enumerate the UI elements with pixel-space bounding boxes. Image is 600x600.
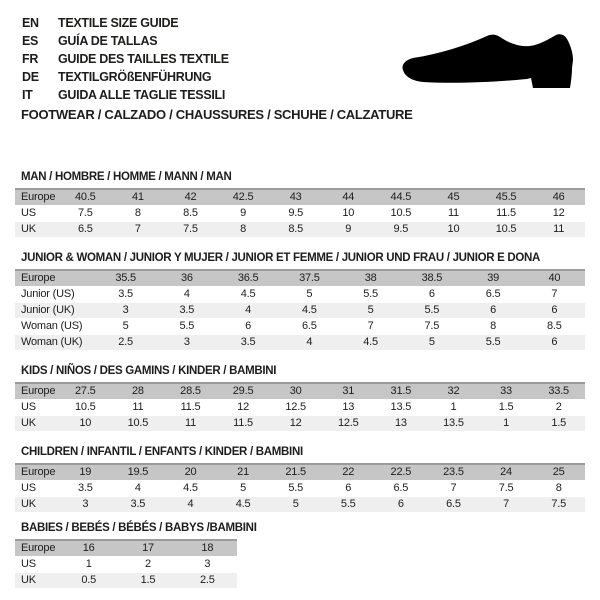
size-cell: 2.5 [178, 572, 237, 588]
size-cell: 5 [95, 318, 156, 334]
language-code: DE [22, 70, 39, 84]
size-cell: 16 [59, 540, 118, 556]
size-cell: 45 [427, 189, 480, 205]
section-title: MAN / HOMBRE / HOMME / MANN / MAN [21, 171, 232, 183]
size-cell: 21 [217, 464, 270, 480]
language-row [22, 68, 229, 86]
size-cell: 1 [59, 556, 118, 572]
size-table [15, 269, 585, 350]
size-cell: 7 [427, 480, 480, 496]
size-cell: 4 [218, 302, 279, 318]
row-label: Europe [15, 383, 59, 399]
size-cell: 39 [463, 270, 524, 286]
size-cell: 10.5 [375, 205, 428, 221]
size-cell: 0.5 [59, 572, 118, 588]
size-cell: 17 [118, 540, 177, 556]
size-cell: 7 [112, 221, 165, 237]
size-cell: 4 [279, 334, 340, 350]
table-header-row [15, 270, 585, 286]
size-cell: 40 [524, 270, 585, 286]
size-table-section [15, 365, 585, 431]
language-row [22, 50, 229, 68]
table-row [15, 415, 585, 431]
size-cell: 3.5 [156, 302, 217, 318]
size-cell: 6 [463, 302, 524, 318]
size-cell: 3.5 [59, 480, 112, 496]
size-cell: 7.5 [401, 318, 462, 334]
size-cell: 44.5 [375, 189, 428, 205]
size-table-section [15, 171, 585, 237]
row-label: US [15, 205, 59, 221]
size-cell: 5.5 [269, 480, 322, 496]
size-cell: 21.5 [269, 464, 322, 480]
size-cell: 43 [269, 189, 322, 205]
size-table-section [15, 446, 585, 512]
table-body [15, 189, 585, 237]
size-cell: 11 [532, 221, 585, 237]
size-cell: 1.5 [532, 415, 585, 431]
size-cell: 25 [532, 464, 585, 480]
size-cell: 11.5 [480, 205, 533, 221]
size-cell: 2 [532, 399, 585, 415]
size-cell: 31.5 [375, 383, 428, 399]
size-cell: 8.5 [524, 318, 585, 334]
dress-shoe-silhouette [402, 34, 573, 88]
size-cell: 10 [322, 205, 375, 221]
row-label: US [15, 399, 59, 415]
language-row [22, 14, 229, 32]
size-cell: 22 [322, 464, 375, 480]
row-label: Woman (US) [15, 318, 95, 334]
table-row [15, 302, 585, 318]
table-header-row [15, 464, 585, 480]
size-cell: 11 [427, 205, 480, 221]
size-cell: 9.5 [269, 205, 322, 221]
size-cell: 6.5 [59, 221, 112, 237]
size-cell: 44 [322, 189, 375, 205]
row-label: Europe [15, 464, 59, 480]
size-cell: 33 [480, 383, 533, 399]
size-cell: 13.5 [427, 415, 480, 431]
size-cell: 10 [427, 221, 480, 237]
size-cell: 8.5 [164, 205, 217, 221]
size-cell: 5 [279, 286, 340, 302]
size-cell: 6 [401, 286, 462, 302]
size-cell: 13 [375, 415, 428, 431]
size-cell: 4.5 [340, 334, 401, 350]
table-row [15, 334, 585, 350]
size-cell: 13 [322, 399, 375, 415]
size-cell: 5 [269, 496, 322, 512]
size-cell: 3 [156, 334, 217, 350]
size-cell: 37.5 [279, 270, 340, 286]
category-title: FOOTWEAR / CALZADO / CHAUSSURES / SCHUHE / CALZATURE [21, 107, 413, 122]
size-cell: 9 [322, 221, 375, 237]
size-cell: 6 [524, 334, 585, 350]
size-cell: 11 [112, 399, 165, 415]
table-row [15, 480, 585, 496]
size-cell: 5.5 [322, 496, 375, 512]
size-cell: 13.5 [375, 399, 428, 415]
section-title: BABIES / BEBÉS / BÉBÉS / BABYS /BAMBINI [21, 522, 257, 534]
row-label: US [15, 556, 59, 572]
size-cell: 11.5 [217, 415, 270, 431]
row-label: Europe [15, 540, 59, 556]
row-label: UK [15, 415, 59, 431]
size-cell: 12.5 [322, 415, 375, 431]
table-row [15, 496, 585, 512]
size-cell: 6 [375, 496, 428, 512]
size-cell: 7.5 [480, 480, 533, 496]
size-cell: 8 [463, 318, 524, 334]
table-body [15, 540, 237, 588]
size-cell: 36.5 [218, 270, 279, 286]
size-table-section [15, 522, 585, 588]
size-cell: 4.5 [217, 496, 270, 512]
size-cell: 22.5 [375, 464, 428, 480]
language-row [22, 86, 229, 104]
size-cell: 46 [532, 189, 585, 205]
size-cell: 30 [269, 383, 322, 399]
size-cell: 5.5 [156, 318, 217, 334]
size-cell: 42.5 [217, 189, 270, 205]
size-cell: 38 [340, 270, 401, 286]
size-cell: 28 [112, 383, 165, 399]
section-title: CHILDREN / INFANTIL / ENFANTS / KINDER / BAMBINI [21, 446, 303, 458]
size-cell: 5 [340, 302, 401, 318]
size-cell: 18 [178, 540, 237, 556]
row-label: Europe [15, 189, 59, 205]
size-cell: 9 [217, 205, 270, 221]
table-row [15, 286, 585, 302]
language-code: EN [22, 16, 39, 30]
size-cell: 29.5 [217, 383, 270, 399]
size-cell: 42 [164, 189, 217, 205]
section-title: KIDS / NIÑOS / DES GAMINS / KINDER / BAMBINI [21, 365, 277, 377]
size-cell: 6.5 [279, 318, 340, 334]
size-cell: 5 [401, 334, 462, 350]
size-cell: 9.5 [375, 221, 428, 237]
size-cell: 7 [524, 286, 585, 302]
size-cell: 8 [532, 480, 585, 496]
table-header-row [15, 383, 585, 399]
table-body [15, 383, 585, 431]
size-cell: 11 [164, 415, 217, 431]
row-label: UK [15, 496, 59, 512]
size-cell: 36 [156, 270, 217, 286]
size-cell: 41 [112, 189, 165, 205]
row-label: Junior (UK) [15, 302, 95, 318]
size-cell: 2.5 [95, 334, 156, 350]
size-cell: 23.5 [427, 464, 480, 480]
size-cell: 20 [164, 464, 217, 480]
size-cell: 4 [164, 496, 217, 512]
size-cell: 3.5 [95, 286, 156, 302]
size-cell: 2 [118, 556, 177, 572]
size-cell: 5 [217, 480, 270, 496]
size-cell: 1 [427, 399, 480, 415]
size-cell: 35.5 [95, 270, 156, 286]
size-tables [15, 163, 585, 588]
size-table [15, 463, 585, 512]
size-cell: 4.5 [279, 302, 340, 318]
size-cell: 7.5 [164, 221, 217, 237]
size-cell: 6 [218, 318, 279, 334]
size-cell: 8.5 [269, 221, 322, 237]
language-label: TEXTILE SIZE GUIDE [58, 16, 179, 30]
row-label: UK [15, 572, 59, 588]
size-table [15, 382, 585, 431]
table-header-row [15, 540, 237, 556]
table-row [15, 556, 237, 572]
row-label: Junior (US) [15, 286, 95, 302]
table-row [15, 318, 585, 334]
size-cell: 7 [340, 318, 401, 334]
size-cell: 4 [112, 480, 165, 496]
size-cell: 4.5 [164, 480, 217, 496]
size-cell: 3.5 [112, 496, 165, 512]
size-cell: 11.5 [164, 399, 217, 415]
size-cell: 3 [59, 496, 112, 512]
size-cell: 40.5 [59, 189, 112, 205]
table-row [15, 572, 237, 588]
table-header-row [15, 189, 585, 205]
size-cell: 19.5 [112, 464, 165, 480]
size-cell: 6.5 [463, 286, 524, 302]
size-cell: 4.5 [218, 286, 279, 302]
size-table [15, 539, 237, 588]
section-title: JUNIOR & WOMAN / JUNIOR Y MUJER / JUNIOR ET FEMME / JUNIOR UND FRAU / JUNIOR E DONA [21, 252, 541, 264]
size-cell: 7 [480, 496, 533, 512]
table-row [15, 205, 585, 221]
size-cell: 7.5 [532, 496, 585, 512]
row-label: Europe [15, 270, 95, 286]
row-label: US [15, 480, 59, 496]
table-body [15, 464, 585, 512]
size-cell: 5.5 [340, 286, 401, 302]
size-cell: 45.5 [480, 189, 533, 205]
size-cell: 3.5 [218, 334, 279, 350]
size-cell: 32 [427, 383, 480, 399]
size-cell: 4 [156, 286, 217, 302]
size-cell: 12 [269, 415, 322, 431]
size-cell: 7.5 [59, 205, 112, 221]
size-cell: 8 [217, 221, 270, 237]
size-cell: 1.5 [118, 572, 177, 588]
size-cell: 28.5 [164, 383, 217, 399]
size-cell: 33.5 [532, 383, 585, 399]
size-cell: 6 [524, 302, 585, 318]
table-body [15, 270, 585, 350]
language-label: GUÍA DE TALLAS [58, 34, 158, 48]
size-cell: 6.5 [427, 496, 480, 512]
size-cell: 1 [480, 415, 533, 431]
size-cell: 12 [532, 205, 585, 221]
size-cell: 6 [322, 480, 375, 496]
table-row [15, 221, 585, 237]
size-cell: 10.5 [480, 221, 533, 237]
size-cell: 8 [112, 205, 165, 221]
size-cell: 10.5 [59, 399, 112, 415]
table-row [15, 399, 585, 415]
size-cell: 27.5 [59, 383, 112, 399]
size-cell: 38.5 [401, 270, 462, 286]
size-cell: 3 [178, 556, 237, 572]
language-label: TEXTILGRÖßENFÜHRUNG [58, 70, 212, 84]
size-cell: 3 [95, 302, 156, 318]
size-cell: 31 [322, 383, 375, 399]
language-title-list [22, 14, 229, 104]
language-code: IT [22, 88, 33, 102]
size-cell: 12 [217, 399, 270, 415]
language-code: FR [22, 52, 39, 66]
row-label: Woman (UK) [15, 334, 95, 350]
size-cell: 19 [59, 464, 112, 480]
size-cell: 24 [480, 464, 533, 480]
size-table [15, 188, 585, 237]
size-cell: 1.5 [480, 399, 533, 415]
size-table-section [15, 252, 585, 350]
language-label: GUIDA ALLE TAGLIE TESSILI [58, 88, 226, 102]
language-label: GUIDE DES TAILLES TEXTILE [58, 52, 229, 66]
size-cell: 12.5 [269, 399, 322, 415]
size-cell: 10 [59, 415, 112, 431]
language-row [22, 32, 229, 50]
size-cell: 5.5 [401, 302, 462, 318]
row-label: UK [15, 221, 59, 237]
size-cell: 10.5 [112, 415, 165, 431]
language-code: ES [22, 34, 39, 48]
size-cell: 5.5 [463, 334, 524, 350]
dress-shoe-icon [399, 30, 577, 90]
size-cell: 6.5 [375, 480, 428, 496]
